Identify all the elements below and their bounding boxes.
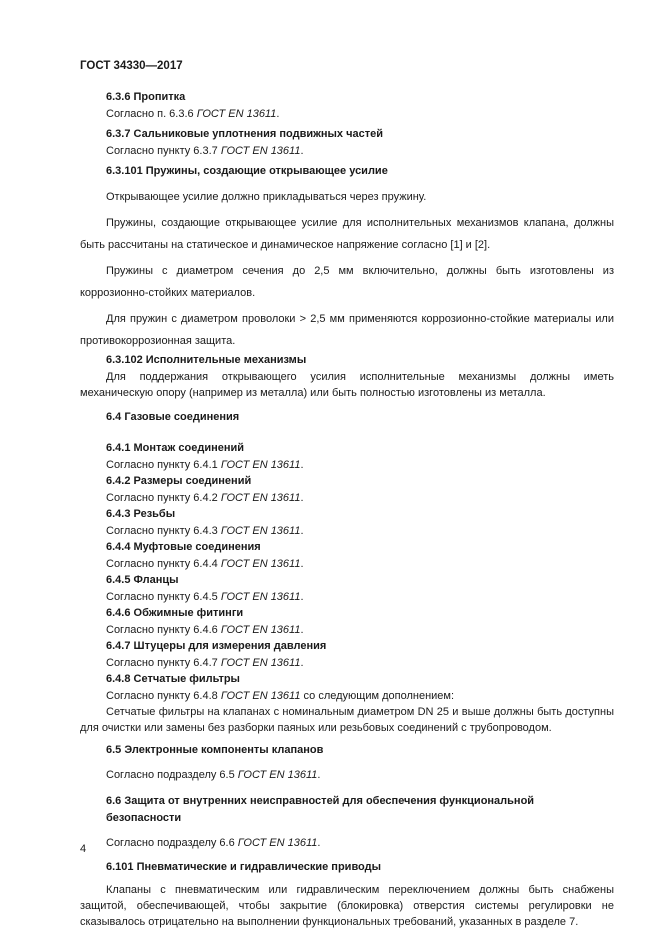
section-heading-6-4-6: 6.4.6 Обжимные фитинги [106, 607, 244, 619]
paragraph: Пружины, создающие открывающее усилие для исполнительных механизмов клапана, должны быть рассчитаны на статическое и динамическое напряжение согласно [1] и [2]. [80, 217, 614, 251]
section-heading-6-3-6: 6.3.6 Пропитка [106, 91, 186, 103]
standard-reference: ГОСТ EN 13611 [220, 624, 301, 636]
section-heading-6-4-2: 6.4.2 Размеры соединений [106, 475, 252, 487]
section-text-6-4-2: Согласно пункту 6.4.2 ГОСТ EN 13611. [106, 492, 304, 504]
paragraph: Клапаны с пневматическим или гидравлическим переключением должны быть снабжены защитой, обеспечивающей, чтобы закрытие (блокировка) отверстия системы регулировки не сказывалось отрицательно на выполнении функциональных требований, указанных в разделе 7. [80, 884, 614, 928]
standard-reference: ГОСТ EN 13611 [220, 558, 301, 570]
section-text-6-4-1: Согласно пункту 6.4.1 ГОСТ EN 13611. [106, 459, 304, 471]
standard-reference: ГОСТ EN 13611 [220, 690, 301, 702]
section-text-6-3-7: Согласно пункту 6.3.7 ГОСТ EN 13611. [106, 145, 304, 157]
section-text-6-4-5: Согласно пункту 6.4.5 ГОСТ EN 13611. [106, 591, 304, 603]
section-text-6-3-6: Согласно п. 6.3.6 ГОСТ EN 13611. [106, 108, 280, 120]
paragraph: Для поддержания открывающего усилия исполнительные механизмы должны иметь механическую опору (например из металла) или быть полностью изготовлены из металла. [80, 371, 614, 399]
document-header: ГОСТ 34330—2017 [80, 60, 183, 72]
section-heading-6-4-7: 6.4.7 Штуцеры для измерения давления [106, 640, 327, 652]
section-heading-6-4: 6.4 Газовые соединения [106, 411, 240, 423]
section-text-6-4-4: Согласно пункту 6.4.4 ГОСТ EN 13611. [106, 558, 304, 570]
paragraph: Для пружин с диаметром проволоки > 2,5 мм применяются коррозионно-стойкие материалы или противокоррозионная защита. [80, 313, 614, 347]
section-heading-6-101: 6.101 Пневматические и гидравлические приводы [106, 861, 382, 873]
section-text-6-5: Согласно подразделу 6.5 ГОСТ EN 13611. [106, 769, 321, 781]
section-heading-6-6: 6.6 Защита от внутренних неисправностей для обеспечения функциональной безопасности [106, 795, 535, 824]
section-heading-6-3-102: 6.3.102 Исполнительные механизмы [106, 354, 307, 366]
page-number: 4 [80, 843, 87, 855]
paragraph: Открывающее усилие должно прикладываться через пружину. [106, 191, 427, 203]
standard-reference: ГОСТ EN 13611 [237, 769, 318, 781]
section-heading-6-4-4: 6.4.4 Муфтовые соединения [106, 541, 261, 553]
section-heading-6-3-101: 6.3.101 Пружины, создающие открывающее усилие [106, 165, 388, 177]
standard-reference: ГОСТ EN 13611 [237, 837, 318, 849]
section-text-6-6: Согласно подразделу 6.6 ГОСТ EN 13611. [106, 837, 321, 849]
page-body [80, 89, 614, 930]
standard-reference: ГОСТ EN 13611 [196, 108, 277, 120]
section-text-6-4-3: Согласно пункту 6.4.3 ГОСТ EN 13611. [106, 525, 304, 537]
standard-reference: ГОСТ EN 13611 [220, 591, 301, 603]
section-heading-6-4-8: 6.4.8 Сетчатые фильтры [106, 673, 240, 685]
section-heading-6-3-7: 6.3.7 Сальниковые уплотнения подвижных частей [106, 128, 383, 140]
standard-reference: ГОСТ EN 13611 [220, 145, 301, 157]
section-heading-6-4-1: 6.4.1 Монтаж соединений [106, 442, 245, 454]
standard-reference: ГОСТ EN 13611 [220, 492, 301, 504]
section-heading-6-5: 6.5 Электронные компоненты клапанов [106, 744, 324, 756]
standard-reference: ГОСТ EN 13611 [220, 657, 301, 669]
section-text-6-4-7: Согласно пункту 6.4.7 ГОСТ EN 13611. [106, 657, 304, 669]
paragraph: Сетчатые фильтры на клапанах с номинальным диаметром DN 25 и выше должны быть доступны для очистки или замены без разборки паяных или резьбовых соединений с трубопроводом. [80, 706, 614, 734]
section-text-6-4-6: Согласно пункту 6.4.6 ГОСТ EN 13611. [106, 624, 304, 636]
standard-reference: ГОСТ EN 13611 [220, 525, 301, 537]
section-text-6-4-8: Согласно пункту 6.4.8 ГОСТ EN 13611 со следующим дополнением: [106, 690, 455, 702]
standard-reference: ГОСТ EN 13611 [220, 459, 301, 471]
section-heading-6-4-5: 6.4.5 Фланцы [106, 574, 179, 586]
section-heading-6-4-3: 6.4.3 Резьбы [106, 508, 176, 520]
paragraph: Пружины с диаметром сечения до 2,5 мм включительно, должны быть изготовлены из коррозионно-стойких материалов. [80, 265, 614, 299]
